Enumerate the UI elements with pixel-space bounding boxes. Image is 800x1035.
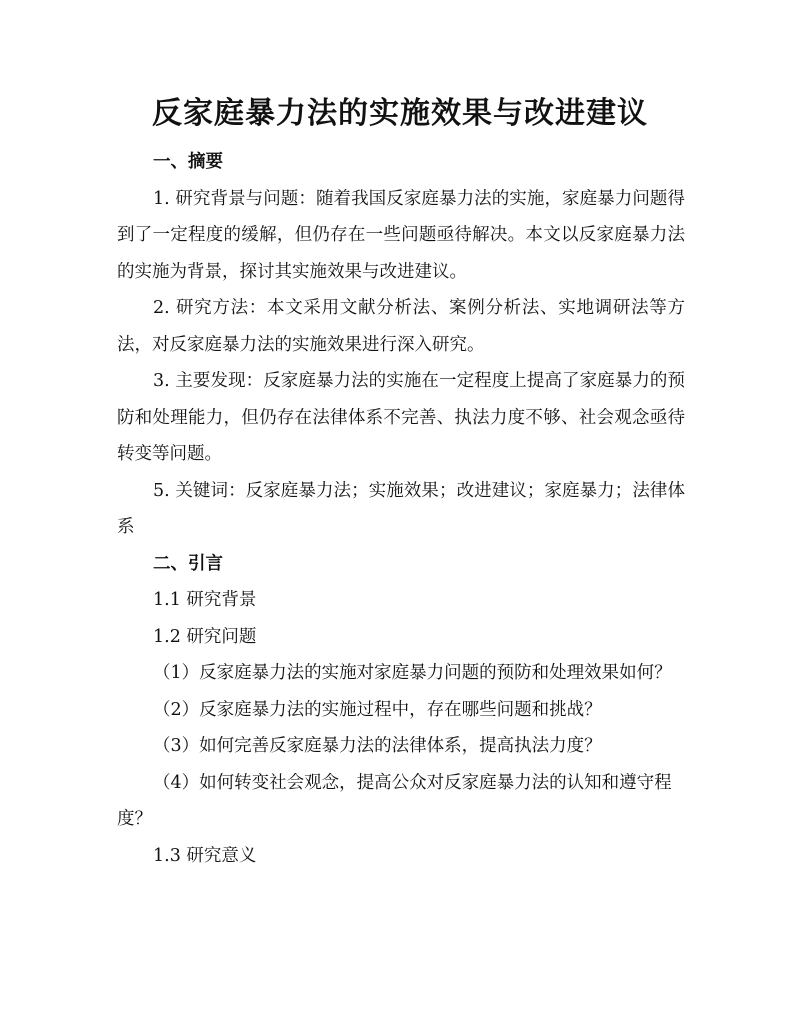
abstract-item-background: 1. 研究背景与问题：随着我国反家庭暴力法的实施，家庭暴力问题得到了一定程度的缓解，但仍存在一些问题亟待解决。本文以反家庭暴力法的实施为背景，探讨其实施效果与改进建议。	[117, 188, 685, 282]
abstract-item-keywords: 5. 关键词：反家庭暴力法；实施效果；改进建议；家庭暴力；法律体系	[117, 480, 685, 537]
document-body	[117, 144, 685, 874]
subsection-background: 1.1 研究背景	[153, 590, 257, 610]
section-heading-abstract: 一、摘要	[153, 152, 223, 172]
section-heading-intro: 二、引言	[153, 553, 223, 574]
question-item-4: （4）如何转变社会观念，提高公众对反家庭暴力法的认知和遵守程度？	[117, 772, 672, 829]
subsection-questions: 1.2 研究问题	[153, 626, 257, 647]
question-item-1: （1）反家庭暴力法的实施对家庭暴力问题的预防和处理效果如何？	[153, 663, 672, 683]
question-item-2: （2）反家庭暴力法的实施过程中，存在哪些问题和挑战？	[153, 699, 602, 720]
abstract-item-method: 2. 研究方法：本文采用文献分析法、案例分析法、实地调研法等方法，对反家庭暴力法的实施效果进行深入研究。	[117, 298, 685, 355]
document-title: 反家庭暴力法的实施效果与改进建议	[152, 96, 648, 131]
question-item-3: （3）如何完善反家庭暴力法的法律体系，提高执法力度？	[153, 736, 602, 756]
abstract-item-findings: 3. 主要发现：反家庭暴力法的实施在一定程度上提高了家庭暴力的预防和处理能力，但仍存在法律体系不完善、执法力度不够、社会观念亟待转变等问题。	[117, 371, 685, 464]
subsection-significance: 1.3 研究意义	[153, 845, 257, 866]
